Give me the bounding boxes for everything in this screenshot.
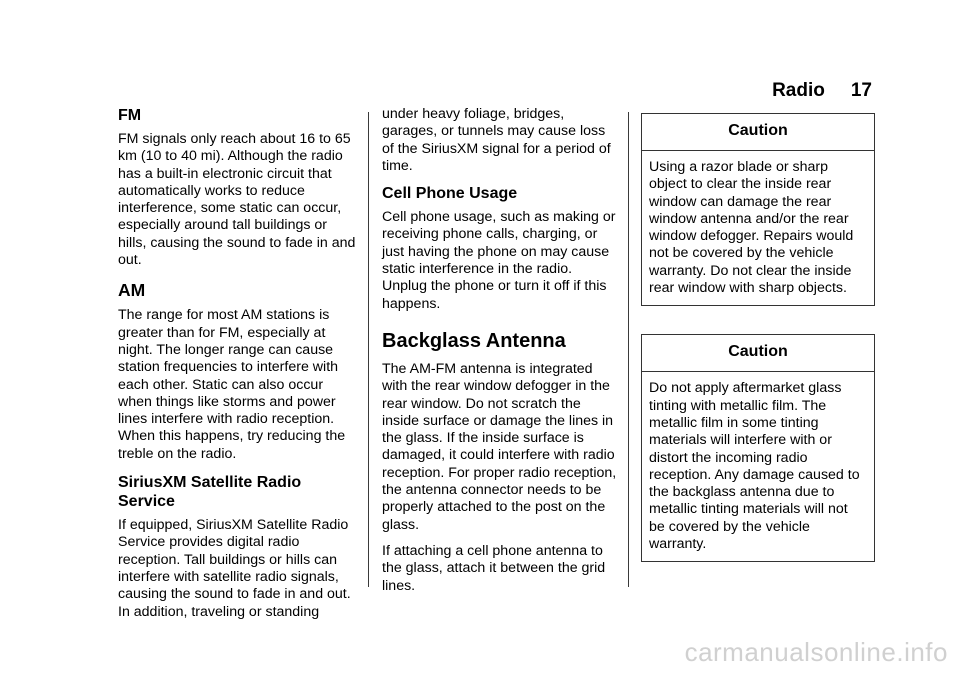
am-heading: AM xyxy=(118,280,146,301)
caution-title: Caution xyxy=(642,114,874,151)
caution-text: Using a razor blade or sharp object to clear the inside rear window can damage the rear window antenna and/or the rear window defogger. Repairs would not be covered by the vehicle warranty. Do not clear the inside rear window with sharp objects. xyxy=(649,159,854,297)
column-1 xyxy=(118,106,356,630)
cell-phone-paragraph: Cell phone usage, such as making or receiving phone calls, charging, or just having the phone on may cause static interference in the radio. Unplug the phone or turn it off if this happens. xyxy=(382,209,616,312)
backglass-antenna-heading: Backglass Antenna xyxy=(382,329,566,352)
column-divider xyxy=(628,112,629,587)
siriusxm-heading: SiriusXM Satellite Radio Service xyxy=(118,474,302,511)
column-3 xyxy=(641,113,875,590)
backglass-antenna-paragraph: The AM-FM antenna is integrated with the rear window defogger in the rear window. Do not scratch the inside surface or damage the lines in the glass. If the inside surface is damaged, it could interfere with radio reception. For proper radio reception, the antenna connector needs to be properly attached to the post on the glass. xyxy=(382,360,617,533)
section-title: Radio xyxy=(772,80,825,101)
watermark: carmanualsonline.info xyxy=(684,637,948,667)
column-2 xyxy=(382,106,618,604)
siriusxm-continued-paragraph: under heavy foliage, bridges, garages, or tunnels may cause loss of the SiriusXM signal for a period of time. xyxy=(382,106,611,174)
page-header xyxy=(772,80,872,102)
caution-text: Do not apply aftermarket glass tinting with metallic film. The metallic film in some tinting materials will interfere with or distort the incoming radio reception. Any damage caused to the backglass antenna due to metallic tinting materials will not be covered by the vehicle warranty. xyxy=(649,380,860,553)
fm-heading: FM xyxy=(118,107,142,124)
page-number: 17 xyxy=(850,80,872,101)
fm-paragraph: FM signals only reach about 16 to 65 km (10 to 40 mi). Although the radio has a built-in electronic circuit that automatically works to reduce interference, some static can occur, especially around tall buildings or hills, causing the sound to fade in and out. xyxy=(118,131,356,269)
am-paragraph: The range for most AM stations is greater than for FM, especially at night. The longer range can cause station frequencies to interfere with each other. Static can also occur when things like storms and power lines interfere with radio reception. When this happens, try reducing the treble on the radio. xyxy=(118,307,346,462)
cell-phone-heading: Cell Phone Usage xyxy=(382,185,518,203)
caution-box xyxy=(641,113,875,306)
caution-title: Caution xyxy=(642,335,874,372)
column-divider xyxy=(368,112,369,587)
cell-antenna-paragraph: If attaching a cell phone antenna to the glass, attach it between the grid lines. xyxy=(382,542,606,594)
siriusxm-paragraph: If equipped, SiriusXM Satellite Radio Service provides digital radio reception. Tall buildings or hills can interfere with satellite radio signals, causing the sound to fade in and out. In addition, traveling or standing xyxy=(118,517,351,620)
caution-box xyxy=(641,334,875,562)
